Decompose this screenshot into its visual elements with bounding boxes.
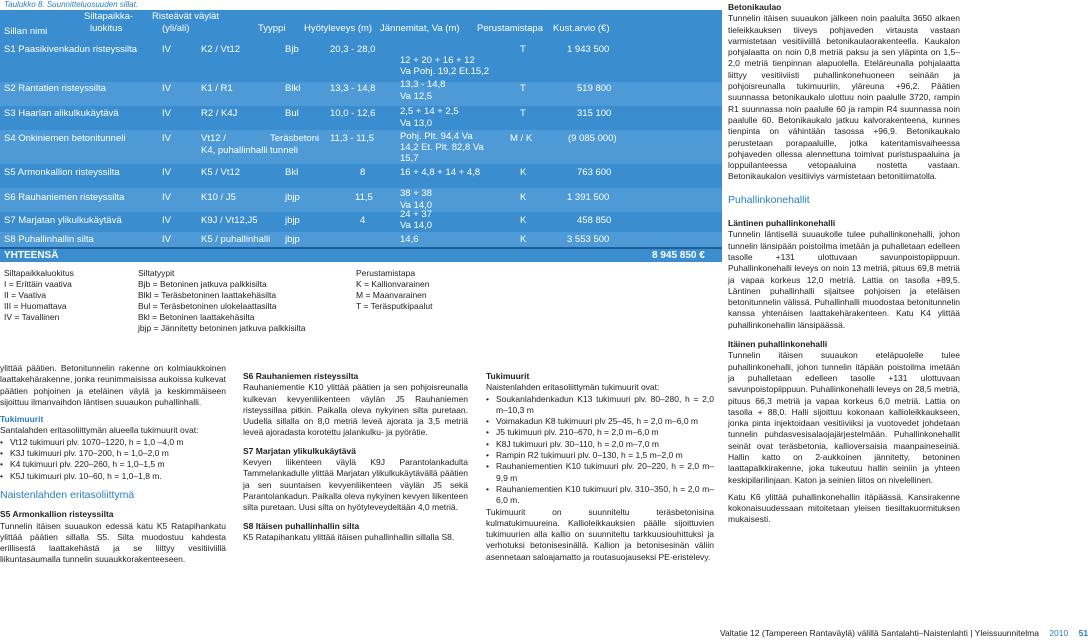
table-caption: Taulukko 8. Suunnitteluosuuden sillat. xyxy=(4,0,139,9)
paragraph: Tunnelin läntisellä suuaukolle tulee puhallinkonehalli, johon tunnelin länsipään poistoilma imetään ja puhalletaan edelleen tasolle +131 ulottuvaan savunpoistopiippuun. Puhallinkonehalli leveys on noin 13 metriä, pituus 69,8 metriä ja vapaa korkeus 12,0 metriä. Lattia on tasolla +89,5. Läntinen puhallinhalli sijaitsee pohjoisen ja eteläisen betonitunnelin välissä. Puhallinhalli muodostaa betonitunnelin kanssa yhtenäisen laattakehärakenteen. Katu K4 ylittää puhallinkonehallin länsipäässä. xyxy=(728,229,960,330)
footer-year: 2010 xyxy=(1049,628,1069,638)
header-span: Jännemitat, Va (m) xyxy=(380,23,460,34)
total-value: 8 945 850 € xyxy=(652,250,705,261)
paragraph: Tukimuurit on suunniteltu teräsbetonisina kulmatukimuureina. Kallioleikkauksien päälle sijoittuvien tukimuurien alla kallio on suunniteltu tarkkuusiouhittuksi ja verhotuksi betonisesinällä. Kallion ja betonisesinän väliin asennetaan saloajamatto ja routasuojauseksi PE-eristelevy. xyxy=(486,506,714,562)
paragraph: Katu K6 ylittää puhallinkonehallin itäpäässä. Kansirakenne kokonaisuudessaan mitoitetaan yleisen tiesiltakuormituksen mukaisesti. xyxy=(728,491,960,525)
list-item: • Vt12 tukimuuri plv. 1070–1220, h = 1,0 –4,0 m xyxy=(0,437,226,448)
list-item: • K4 tukimuuri plv. 220–260, h = 1,0–1,5 m xyxy=(0,459,226,470)
list-item: • Rauhaniementien K10 tukimuuri plv. 310–350, h = 2,0 m–6,0 m. xyxy=(486,484,714,507)
table-total-row xyxy=(0,247,722,262)
heading: S6 Rauhaniemen risteyssilta xyxy=(243,371,359,381)
paragraph: K5 Ratapihankatu ylittää itäisen puhallinhallin sillalla S8. xyxy=(243,531,455,542)
heading: S8 Itäisen puhallinhallin silta xyxy=(243,520,360,531)
heading: Läntinen puhallinkonehalli xyxy=(728,218,836,229)
legend-class: Siltapaikkaluokitus I = Erittäin vaativa II = Vaativa III = Huomattava IV = Tavallinen xyxy=(4,268,74,322)
bridge-table: Sillan nimi Siltapaikka- luokitus Risteävät väylät (yli/ali) Tyyppi Hyötyleveys (m) Jännemitat, Va (m) Perustamistapa Kust.arvio (€) S1 Paasikivenkadun risteyssilta IV K2 / Vt12 Bjb 20,3 - 28,0 12 + 20 + 16 + 12 Va Pohj. 19,2 Et.15,2 T 1 943 500 S2 Rantatien risteyssilta IV K1 / R1 Blkl 13,3 - 14,8 13,3 - 14,8 Va 12,5 T 519 800 S3 Haarlan alikulkukäytävä IV R2 / K4J Bul 10,0 - 12,6 2,5 + 14 + 2,5 Va 13,0 T 315 100 S4 Onkiniemen betonitunneli IV Vt12 / K4, puhallinhalli Teräsbetoni tunneli 11,3 - 11,5 Pohj. Plt. 94,4 Va 14,2 Et. Plt. 82,8 Va 15,7 M / K (9 085 000) S5 Armonkallion risteyssilta IV K5 / Vt12 Bkl 8 16 + 4,8 + 14 + 4,8 K 763 600 S6 Rauhaniemen risteyssilta IV K10 / J5 jbjp 11,5 38 + 38 Va 14,0 K 1 391 500 S7 Marjatan ylikulkukäytävä IV K9J / Vt12,J5 jbjp 4 24 + 37 Va 14,0 K 458 850 S8 Puhallinhallin silta IV K5 / puhallinhalli jbjp 14,6 K 3 553 500 YHTEENSÄ 8 945 850 € xyxy=(0,10,722,258)
header-name: Sillan nimi xyxy=(4,26,48,37)
header-crossing-2: (yli/ali) xyxy=(162,23,190,34)
paragraph: Tunnelin itäisen suuaukon jälkeen noin paalulta 3650 alkaen tieleikkauksen tiiveys pohjaveden virtausta vastaan varmistetaan vesitiiviillä betonikaulaorakenteella. Kaukalon pohjalaatta on noin 0,8 metriä paksu ja sen yläpinta on 1,5–2,0 metriä tienpinnan alapuolella. Eteläreunalla pohjalaatta liittyy vesitiiviisti puhallinkonehuoneen seinään ja pohjoisreunalla tukimuuriin, yläreuna +96,2. Päätien suunnassa betonikaukalo ulottuu noin paalulle 3720, rampin R1 suunnassa noin paalulle 60 ja rampin R4 suunnassa noin paalulle 60. Betonikaukalo jatkuu kalvorakenteena, kunnes tienpinta on vähintään tasossa +96,9. Betonikaukalo perustetaan porapaaluille, jotka katentamisvaiheessa pohjaveden ollessa alennettuna toimivat puristuspaaluina ja loppuilanteessa vetopaaluina nostetta vastaan. Betonikaukalon vesitiiviys varmistetaan betonitiimatolla. xyxy=(728,13,960,182)
list-item: • K5J tukimuuri plv. 10–60, h = 1,0–1,8 m. xyxy=(0,471,226,482)
legend-types: Siltatyypit Bjb = Betoninen jatkuva palkkisilta Blkl = Teräsbetoninen laattakehäsilta Bul = Teräsbetoninen ulokelaattasilta Bkl = Betoninen laattakehäsilta jbjp = Jännitetty betoninen jatkuva palkkisilta xyxy=(138,268,306,333)
header-crossing-1: Risteävät väylät xyxy=(152,11,220,22)
heading: Itäinen puhallinkonehalli xyxy=(728,339,828,350)
heading: Tukimuurit xyxy=(486,371,530,381)
heading: S5 Armonkallion risteyssilta xyxy=(0,509,114,520)
heading: S7 Marjatan ylikulkukäytävä xyxy=(243,445,356,456)
total-label: YHTEENSÄ xyxy=(4,250,59,261)
page-number: 51 xyxy=(1078,628,1088,638)
paragraph: Naistenlahden eritasoliittymän tukimuurit ovat: xyxy=(486,382,660,393)
text-column-b xyxy=(243,371,468,543)
text-column-right xyxy=(728,2,960,526)
list-item: • Rauhaniementien K10 tukimuuri plv. 20–220, h = 2,0 m–9,9 m xyxy=(486,461,714,484)
paragraph: Tunnelin itäisen suuaukon eteläpuolelle tulee puhallinkonehalli, johon tunnelin itäpään poistoilma imetään ja puhalletaan edelleen tasolle +131 ulottuvaan savunpoistopiippuun. Puhallinkonehalli leveys on 28,5 metriä, pituus 66,3 metriä ja vapaa korkeus 6,0 metriä. Lattia on tasolla + 88,0. Halli sijoittuu kokonaan kallioleikkaukseen, jonka pinta injektoidaan vesitiiviiksi ja vuotovedet johdetaan tunnelin puhdasvesisalaojajärjestelmään. Puhallinkonehallit seinät ovat teräsbetonia, kallioversaisia maanpaineseiniä. Hallin katto on 2-aukkoinen jännitetty, betoninen laattapalkkirakenne, joka tukeutuu hallin seiniin ja yhteen keskipilarilinjaan. Katon ja seinien liitos on nivelellinen. xyxy=(728,350,960,485)
list-item: • K3J tukimuuri plv. 170–200, h = 1,0–2,0 m xyxy=(0,448,226,459)
list-item: • K8J tukimuuri plv. 30–110, h = 2,0 m–7,0 m xyxy=(486,439,714,450)
paragraph: Kevyen liikenteen väylä K9J Parantolankadulta Tammelankadulle ylittää Marjatan ylikulkukäytävällä päätien ja sen suuntaisen kevyenliikenteen väylän J5 sekä Parantolankadun. Paikalla oleva nykyinen kevyen liikenteen silta puretaan. Uusi silta on hyötyleveydeltään 4,0 metriä. xyxy=(243,457,468,513)
heading: Betonikaulao xyxy=(728,2,782,12)
paragraph: ylittää päätien. Betonitunnelin rakenne on kolmiaukkoinen laattakehärakenne, jonka reunimmaisissa aukoissa kulkevat päätien pohjoinen ja eteläinen väylä ja keskimmäiseen sijoittuu ilmanvaihdon läntisen suuaukon puhallinhalli. xyxy=(0,363,226,407)
header-width: Hyötyleveys (m) xyxy=(304,23,373,34)
paragraph: Tunnelin itäisen suuaukon edessä katu K5 Ratapihankatu ylittää päätien sillalla S5. Silta muodostuu kahdesta erillisestä laattakehästä ja se liittyy vesitiiviillä liikuntasaumalla tunnelin suuaukkorakenteeseen. xyxy=(0,520,226,565)
list-item: • Voimakadun K8 tukimuuri plv 25–45, h = 2,0 m–6,0 m xyxy=(486,416,714,427)
header-cost: Kust.arvio (€) xyxy=(553,23,610,34)
paragraph: Rauhaniementie K10 ylittää päätien ja sen pohjoisreunalla kulkevan kevyenliikenteen väylän J5 Rauhaniemen risteyssillaa pitkin. Paikalla oleva nykyinen silta puretaan. Uudella sillalla on 8,0 metriä leveä ajorata ja 3,5 metriä leveä ajoradasta korotettu jalankulku- ja pyörätie. xyxy=(243,382,468,438)
page-footer xyxy=(720,628,1088,638)
list-item: • Rampin R2 tukimuuri plv. 0–130, h = 1,5 m–2,0 m xyxy=(486,450,714,461)
header-class-2: luokitus xyxy=(90,23,123,34)
legend-foundation: Perustamistapa K = Kallionvarainen M = Maanvarainen T = Teräsputkipaalut xyxy=(356,268,433,311)
table-header xyxy=(0,10,722,38)
section-heading: Naistenlahden eritasoliittymä xyxy=(0,488,135,501)
footer-title: Valtatie 12 (Tampereen Rantaväylä) välillä Santalahti–Naistenlahti | Yleissuunnitelma xyxy=(720,628,1039,638)
text-column-a xyxy=(0,363,226,566)
text-column-c xyxy=(486,371,714,563)
paragraph: Santalahden eritasoliittymän alueella tukimuurit ovat: xyxy=(0,425,199,436)
header-class-1: Siltapaikka- xyxy=(84,11,134,22)
list-item: • Soukanlahdenkadun K13 tukimuuri plv. 80–280, h = 2,0 m–10,3 m xyxy=(486,394,714,417)
heading: Tukimuurit xyxy=(0,414,44,425)
section-heading: Puhallinkonehallit xyxy=(728,193,810,206)
header-found: Perustamistapa xyxy=(477,23,544,34)
header-type: Tyyppi xyxy=(258,23,286,34)
list-item: • J5 tukimuuri plv. 210–670, h = 2,0 m–6,0 m xyxy=(486,427,714,438)
